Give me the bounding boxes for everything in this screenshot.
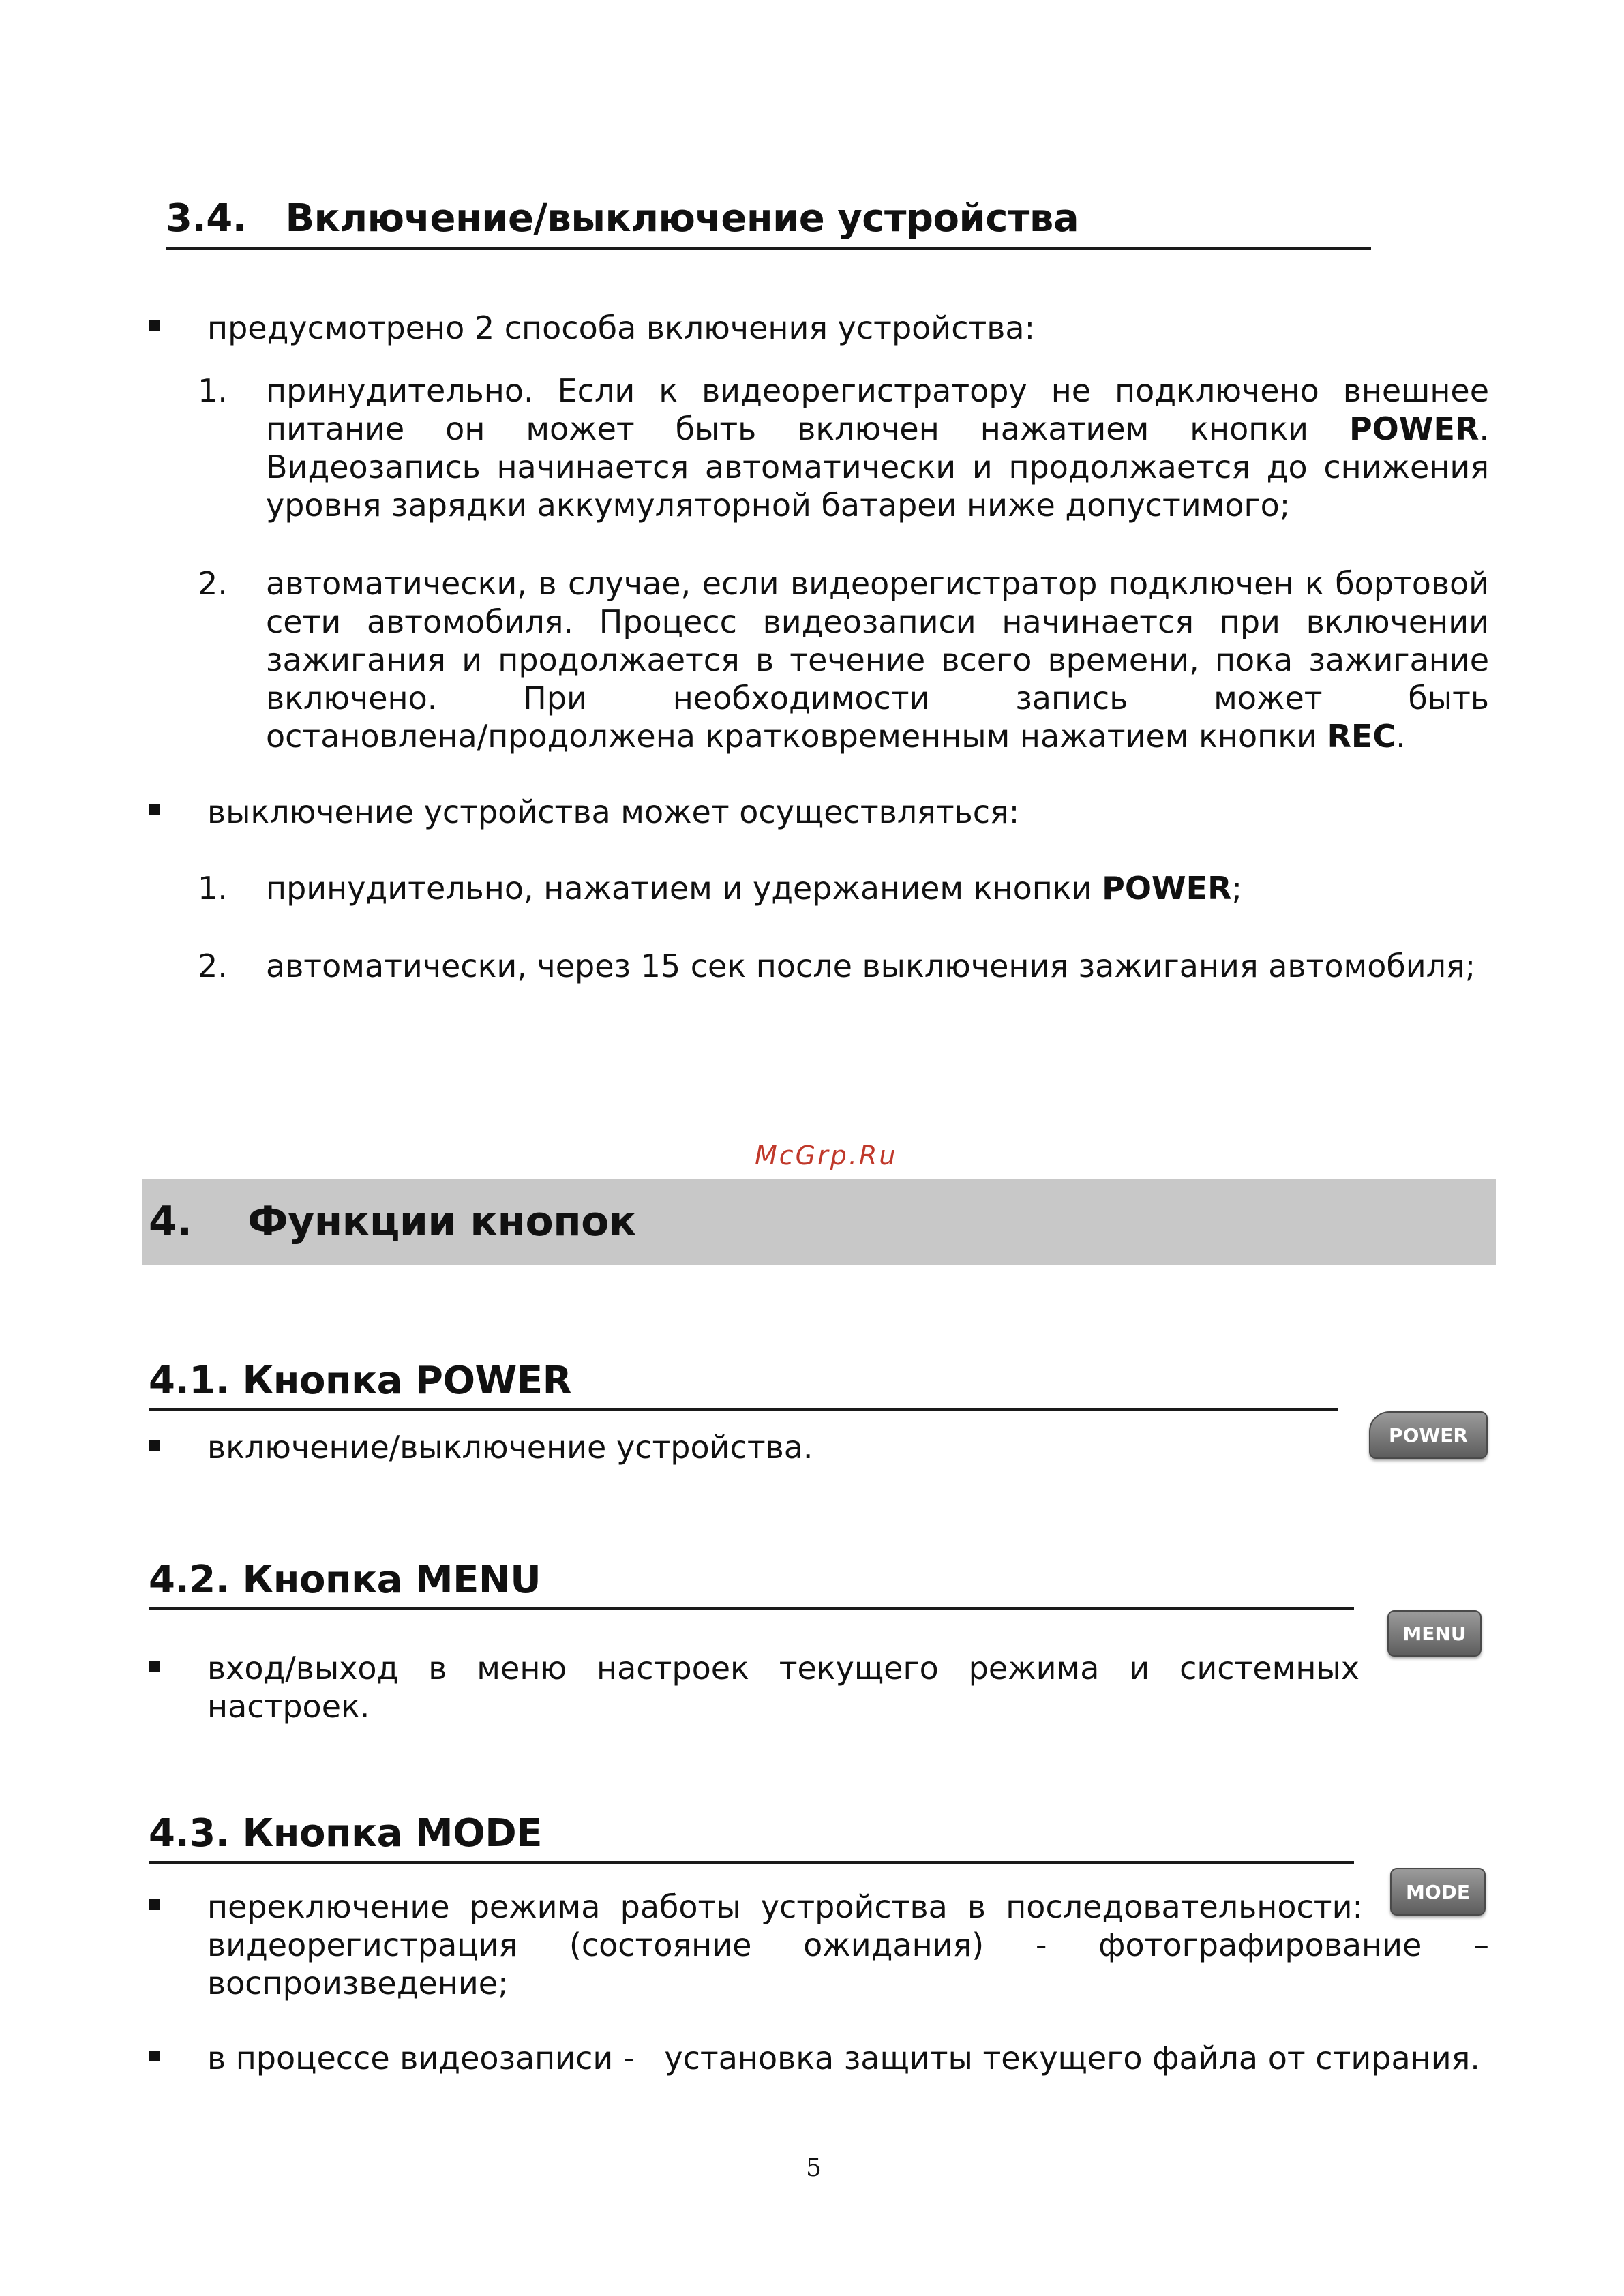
line: принудительно. Если к видеорегистратору не подключено внешнее	[266, 372, 1489, 409]
section-4-1-title: 4.1. Кнопка POWER	[149, 1359, 572, 1403]
line: воспроизведение;	[207, 1965, 509, 2002]
mode-button-description	[207, 1888, 1489, 2002]
mode-button-icon: MODE	[1390, 1868, 1486, 1916]
line: видеорегистрация (состояние ожидания) - фотографирование –	[207, 1927, 1489, 1963]
line: зажигания и продолжается в течение всего времени, пока зажигание	[266, 641, 1489, 678]
section-4-2-title: 4.2. Кнопка MENU	[149, 1558, 541, 1602]
list-item-auto-off: автоматически, через 15 сек после выключения зажигания автомобиля;	[266, 948, 1476, 984]
line: сети автомобиля. Процесс видеозаписи начинается при включении	[266, 603, 1489, 640]
power-button-description: включение/выключение устройства.	[207, 1429, 813, 1466]
section-4-3-title: 4.3. Кнопка MODE	[149, 1811, 542, 1856]
mode-button-recording-description: в процессе видеозаписи - установка защиты текущего файла от стирания.	[207, 2040, 1480, 2076]
line: Видеозапись начинается автоматически и продолжается до снижения	[266, 449, 1489, 485]
section-4-title: 4. Функции кнопок	[149, 1198, 637, 1245]
watermark: McGrp.Ru	[755, 1141, 898, 1170]
line: остановлена/продолжена кратковременным нажатием кнопки REC.	[266, 718, 1406, 755]
section-4-3-rule	[149, 1861, 1354, 1864]
section-3-4-rule	[166, 247, 1371, 250]
bullet-marker	[149, 2051, 160, 2061]
line: включено. При необходимости запись может быть	[266, 680, 1489, 716]
line: автоматически, в случае, если видеорегистратор подключен к бортовой	[266, 565, 1489, 602]
section-3-4-title: 3.4. Включение/выключение устройства	[166, 196, 1079, 241]
power-button-icon: POWER	[1369, 1411, 1488, 1459]
line: уровня зарядки аккумуляторной батареи ниже допустимого;	[266, 487, 1291, 524]
list-number: 1.	[198, 372, 228, 409]
list-number: 1.	[198, 870, 228, 907]
bullet-marker	[149, 1440, 160, 1451]
list-item-auto-on	[266, 564, 1489, 755]
bullet-power-on-methods: предусмотрено 2 способа включения устройства:	[207, 309, 1036, 346]
bullet-marker	[149, 804, 160, 815]
section-4-1-rule	[149, 1408, 1338, 1411]
section-4-2-rule	[149, 1607, 1354, 1610]
bullet-marker	[149, 320, 160, 331]
line: вход/выход в меню настроек текущего режима и системных	[207, 1650, 1359, 1687]
line: питание он может быть включен нажатием кнопки POWER.	[266, 410, 1489, 447]
bullet-marker	[149, 1661, 160, 1672]
list-item-forced-off: принудительно, нажатием и удержанием кнопки POWER;	[266, 870, 1243, 907]
line: переключение режима работы устройства в последовательности:	[207, 1888, 1363, 1925]
list-item-forced-on	[266, 372, 1489, 524]
list-number: 2.	[198, 565, 228, 602]
line: настроек.	[207, 1688, 370, 1725]
menu-button-icon: MENU	[1387, 1610, 1482, 1657]
list-number: 2.	[198, 948, 228, 984]
bullet-power-off-methods: выключение устройства может осуществляться:	[207, 794, 1020, 830]
menu-button-description	[207, 1649, 1359, 1725]
bullet-marker	[149, 1899, 160, 1910]
page-number: 5	[806, 2154, 822, 2182]
